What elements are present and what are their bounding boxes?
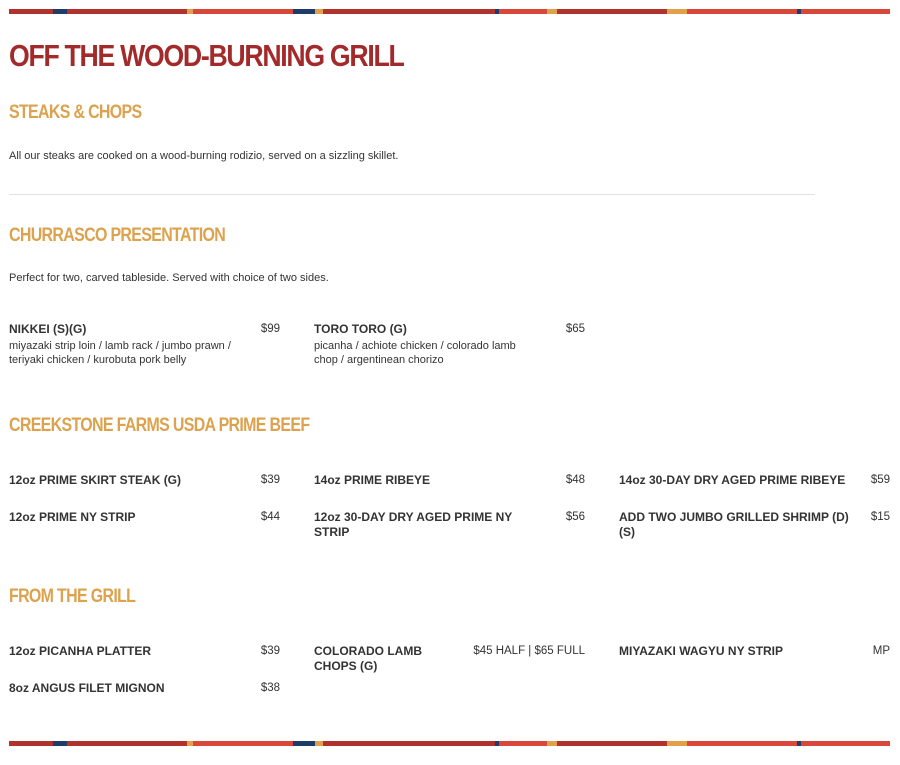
menu-item-name: 12oz PRIME NY STRIP [9,510,136,524]
menu-item-description: miyazaki strip loin / lamb rack / jumbo prawn / teriyaki chicken / kurobuta pork belly [9,340,231,366]
menu-item-price: $38 [260,682,280,694]
section-title-steaks-chops: STEAKS & CHOPS [9,102,142,123]
menu-item-name: 12oz 30-DAY DRY AGED PRIME NY STRIP [314,510,513,539]
menu-item-colorado-lamb-chops [314,644,585,674]
bottom-decorative-stripe [9,741,890,746]
section-divider [9,194,815,195]
menu-item-name: 12oz PRIME SKIRT STEAK (G) [9,473,182,487]
menu-item-toro-toro [314,322,585,367]
section-title-churrasco: CHURRASCO PRESENTATION [9,225,226,246]
menu-item-nikkei [9,322,280,367]
menu-item-name: NIKKEI (S)(G) [9,322,87,336]
menu-item-picanha-platter [9,644,280,659]
menu-item-name: 12oz PICANHA PLATTER [9,644,152,658]
menu-item-name: 14oz 30-DAY DRY AGED PRIME RIBEYE [619,473,846,487]
menu-item-name: TORO TORO (G) [314,322,407,336]
menu-item-price: $65 [565,323,585,335]
menu-item-name: 14oz PRIME RIBEYE [314,473,431,487]
section-title-from-the-grill: FROM THE GRILL [9,586,136,607]
menu-item-name: MIYAZAKI WAGYU NY STRIP [619,644,784,658]
menu-item-prime-skirt-steak [9,473,280,488]
top-decorative-stripe [9,9,890,14]
menu-item-price: $99 [260,323,280,335]
menu-item-price: $45 HALF | $65 FULL [473,645,585,657]
section-description-steaks-chops: All our steaks are cooked on a wood-burning rodizio, served on a sizzling skillet. [9,150,399,162]
page-title: OFF THE WOOD-BURNING GRILL [9,38,404,73]
menu-item-angus-filet-mignon [9,681,280,696]
menu-item-description: picanha / achiote chicken / colorado lamb chop / argentinean chorizo [314,340,516,366]
menu-item-dry-aged-ribeye [619,473,890,488]
menu-item-price: MP [872,645,890,657]
menu-item-price: $56 [565,511,585,523]
menu-item-miyazaki-wagyu [619,644,890,659]
section-description-churrasco: Perfect for two, carved tableside. Served with choice of two sides. [9,272,329,284]
menu-item-jumbo-grilled-shrimp [619,510,890,540]
menu-item-name: 8oz ANGUS FILET MIGNON [9,681,165,695]
menu-item-prime-ribeye [314,473,585,488]
menu-item-price: $15 [870,511,890,523]
menu-item-price: $39 [260,474,280,486]
menu-item-name: ADD TWO JUMBO GRILLED SHRIMP (D)(S) [619,510,849,539]
menu-item-price: $59 [870,474,890,486]
menu-item-price: $44 [260,511,280,523]
menu-item-price: $48 [565,474,585,486]
menu-item-dry-aged-ny-strip [314,510,585,540]
menu-item-prime-ny-strip [9,510,280,525]
section-title-creekstone: CREEKSTONE FARMS USDA PRIME BEEF [9,415,310,436]
menu-item-name: COLORADO LAMB CHOPS (G) [314,644,422,673]
menu-item-price: $39 [260,645,280,657]
